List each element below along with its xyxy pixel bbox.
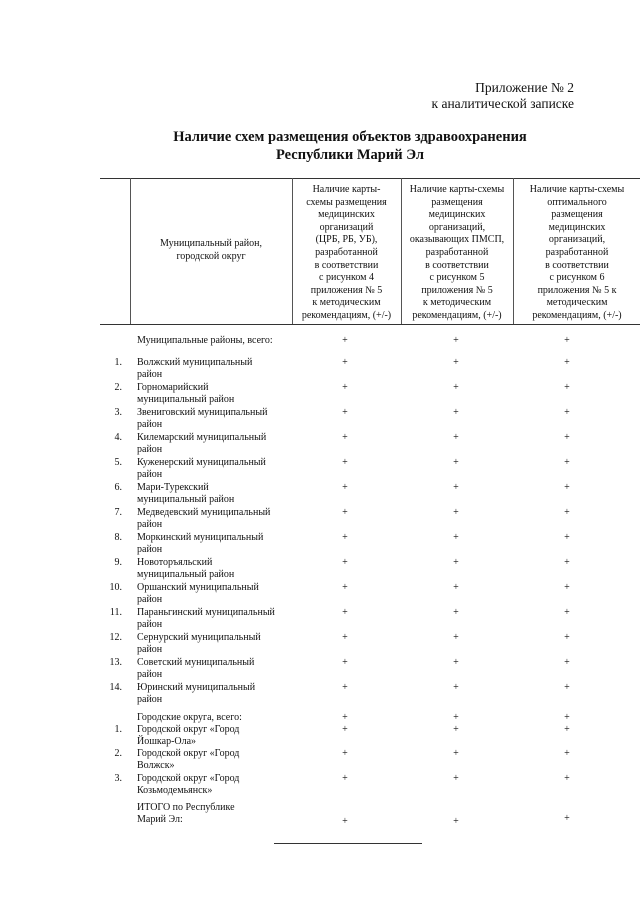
row-mark-col1: + bbox=[342, 582, 348, 593]
title-line-2: Республики Марий Эл bbox=[276, 147, 424, 163]
row-name: Килемарский муниципальный район bbox=[137, 432, 267, 455]
row-mark-col1: + bbox=[342, 657, 348, 668]
row-mark-col2: + bbox=[453, 582, 459, 593]
row-mark-col3: + bbox=[564, 813, 570, 824]
row-mark-col3: + bbox=[564, 432, 570, 443]
header-col3-text: Наличие карты-схемы оптимального размещения медицинских организаций, разработанной в соответствии с рисунком 6 приложения № 5 к методическим рекомендациям, (+/-) bbox=[529, 184, 625, 321]
row-mark-col2: + bbox=[453, 335, 459, 346]
row-mark-col2: + bbox=[453, 382, 459, 393]
row-number: 3. bbox=[114, 407, 122, 418]
row-name: Муниципальные районы, всего: bbox=[137, 335, 273, 346]
row-mark-col2: + bbox=[453, 482, 459, 493]
row-number: 12. bbox=[109, 632, 122, 643]
row-mark-col1: + bbox=[342, 816, 348, 827]
row-number: 5. bbox=[114, 457, 122, 468]
row-name: Параньгинский муниципальный район bbox=[137, 607, 275, 630]
row-number: 1. bbox=[114, 357, 122, 368]
row-mark-col3: + bbox=[564, 382, 570, 393]
row-number: 6. bbox=[114, 482, 122, 493]
row-mark-col2: + bbox=[453, 748, 459, 759]
row-mark-col2: + bbox=[453, 607, 459, 618]
row-name: Мари-Турекский муниципальный район bbox=[137, 482, 235, 505]
row-mark-col2: + bbox=[453, 507, 459, 518]
row-mark-col3: + bbox=[564, 532, 570, 543]
row-mark-col1: + bbox=[342, 357, 348, 368]
row-mark-col1: + bbox=[342, 557, 348, 568]
footer-separator-line bbox=[274, 843, 422, 844]
table-header-bottom-border bbox=[100, 324, 640, 325]
row-mark-col1: + bbox=[342, 773, 348, 784]
row-name: Сернурский муниципальный район bbox=[137, 632, 261, 655]
row-mark-col2: + bbox=[453, 773, 459, 784]
row-name: Звениговский муниципальный район bbox=[137, 407, 268, 430]
row-mark-col2: + bbox=[453, 724, 459, 735]
appendix-subtitle: к аналитической записке bbox=[431, 96, 574, 111]
row-mark-col3: + bbox=[564, 457, 570, 468]
row-mark-col2: + bbox=[453, 682, 459, 693]
row-name: Городской округ «Город Волжск» bbox=[137, 748, 240, 771]
row-mark-col3: + bbox=[564, 632, 570, 643]
row-mark-col1: + bbox=[342, 407, 348, 418]
row-mark-col3: + bbox=[564, 773, 570, 784]
row-number: 10. bbox=[109, 582, 122, 593]
row-number: 9. bbox=[114, 557, 122, 568]
row-number: 2. bbox=[114, 382, 122, 393]
row-name: Оршанский муниципальный район bbox=[137, 582, 259, 605]
row-mark-col3: + bbox=[564, 582, 570, 593]
row-mark-col3: + bbox=[564, 507, 570, 518]
title-line-1: Наличие схем размещения объектов здравоохранения bbox=[173, 129, 527, 145]
row-name: Куженерский муниципальный район bbox=[137, 457, 266, 480]
row-mark-col3: + bbox=[564, 335, 570, 346]
row-mark-col1: + bbox=[342, 507, 348, 518]
row-mark-col2: + bbox=[453, 712, 459, 723]
row-mark-col3: + bbox=[564, 748, 570, 759]
row-mark-col1: + bbox=[342, 432, 348, 443]
row-number: 13. bbox=[109, 657, 122, 668]
row-mark-col1: + bbox=[342, 607, 348, 618]
row-mark-col2: + bbox=[453, 557, 459, 568]
row-mark-col2: + bbox=[453, 357, 459, 368]
row-name: Юринский муниципальный район bbox=[137, 682, 256, 705]
header-col2-text: Наличие карты-схемы размещения медицинских организаций, оказывающих ПМСП, разработанной в соответствии с рисунком 5 приложения № 5 к методическим рекомендациям, (+/-) bbox=[409, 184, 505, 321]
row-mark-col2: + bbox=[453, 657, 459, 668]
row-name: Медведевский муниципальный район bbox=[137, 507, 271, 530]
row-mark-col2: + bbox=[453, 407, 459, 418]
row-mark-col3: + bbox=[564, 557, 570, 568]
header-col1 bbox=[293, 184, 400, 323]
row-mark-col2: + bbox=[453, 816, 459, 827]
row-number: 1. bbox=[114, 724, 122, 735]
row-mark-col1: + bbox=[342, 748, 348, 759]
header-col2 bbox=[402, 184, 512, 323]
row-mark-col2: + bbox=[453, 532, 459, 543]
row-mark-col2: + bbox=[453, 632, 459, 643]
row-mark-col3: + bbox=[564, 712, 570, 723]
row-mark-col1: + bbox=[342, 532, 348, 543]
row-mark-col1: + bbox=[342, 382, 348, 393]
row-mark-col1: + bbox=[342, 457, 348, 468]
header-col3 bbox=[514, 184, 640, 323]
appendix-number: Приложение № 2 bbox=[475, 80, 574, 95]
row-mark-col3: + bbox=[564, 407, 570, 418]
row-mark-col3: + bbox=[564, 682, 570, 693]
row-name: Городские округа, всего: bbox=[137, 712, 242, 723]
row-number: 8. bbox=[114, 532, 122, 543]
row-number: 2. bbox=[114, 748, 122, 759]
row-mark-col3: + bbox=[564, 607, 570, 618]
header-municipality-text: Муниципальный район, городской округ bbox=[159, 238, 263, 262]
row-mark-col2: + bbox=[453, 432, 459, 443]
row-number: 3. bbox=[114, 773, 122, 784]
row-mark-col1: + bbox=[342, 724, 348, 735]
document-title bbox=[0, 128, 640, 164]
row-number: 14. bbox=[109, 682, 122, 693]
row-mark-col3: + bbox=[564, 657, 570, 668]
row-name: Новоторъяльский муниципальный район bbox=[137, 557, 235, 580]
row-mark-col3: + bbox=[564, 357, 570, 368]
appendix-note bbox=[432, 80, 574, 112]
row-mark-col1: + bbox=[342, 482, 348, 493]
row-mark-col1: + bbox=[342, 682, 348, 693]
row-mark-col1: + bbox=[342, 712, 348, 723]
row-mark-col1: + bbox=[342, 632, 348, 643]
row-mark-col3: + bbox=[564, 482, 570, 493]
row-number: 11. bbox=[109, 607, 122, 618]
row-number: 7. bbox=[114, 507, 122, 518]
row-name: Городской округ «Город Йошкар-Ола» bbox=[137, 724, 240, 747]
row-name: ИТОГО по Республике Марий Эл: bbox=[137, 802, 235, 825]
row-name: Советский муниципальный район bbox=[137, 657, 255, 680]
row-name: Городской округ «Город Козьмодемьянск» bbox=[137, 773, 240, 796]
header-col1-text: Наличие карты- схемы размещения медицинских организаций (ЦРБ, РБ, УБ), разработанной в соответствии с рисунком 4 приложения № 5 к методическим рекомендациям, (+/-) bbox=[301, 184, 392, 321]
row-mark-col3: + bbox=[564, 724, 570, 735]
table-top-border bbox=[100, 178, 640, 179]
header-municipality bbox=[131, 238, 291, 263]
row-name: Горномарийский муниципальный район bbox=[137, 382, 235, 405]
row-name: Волжский муниципальный район bbox=[137, 357, 253, 380]
row-mark-col1: + bbox=[342, 335, 348, 346]
row-number: 4. bbox=[114, 432, 122, 443]
row-name: Моркинский муниципальный район bbox=[137, 532, 264, 555]
row-mark-col2: + bbox=[453, 457, 459, 468]
